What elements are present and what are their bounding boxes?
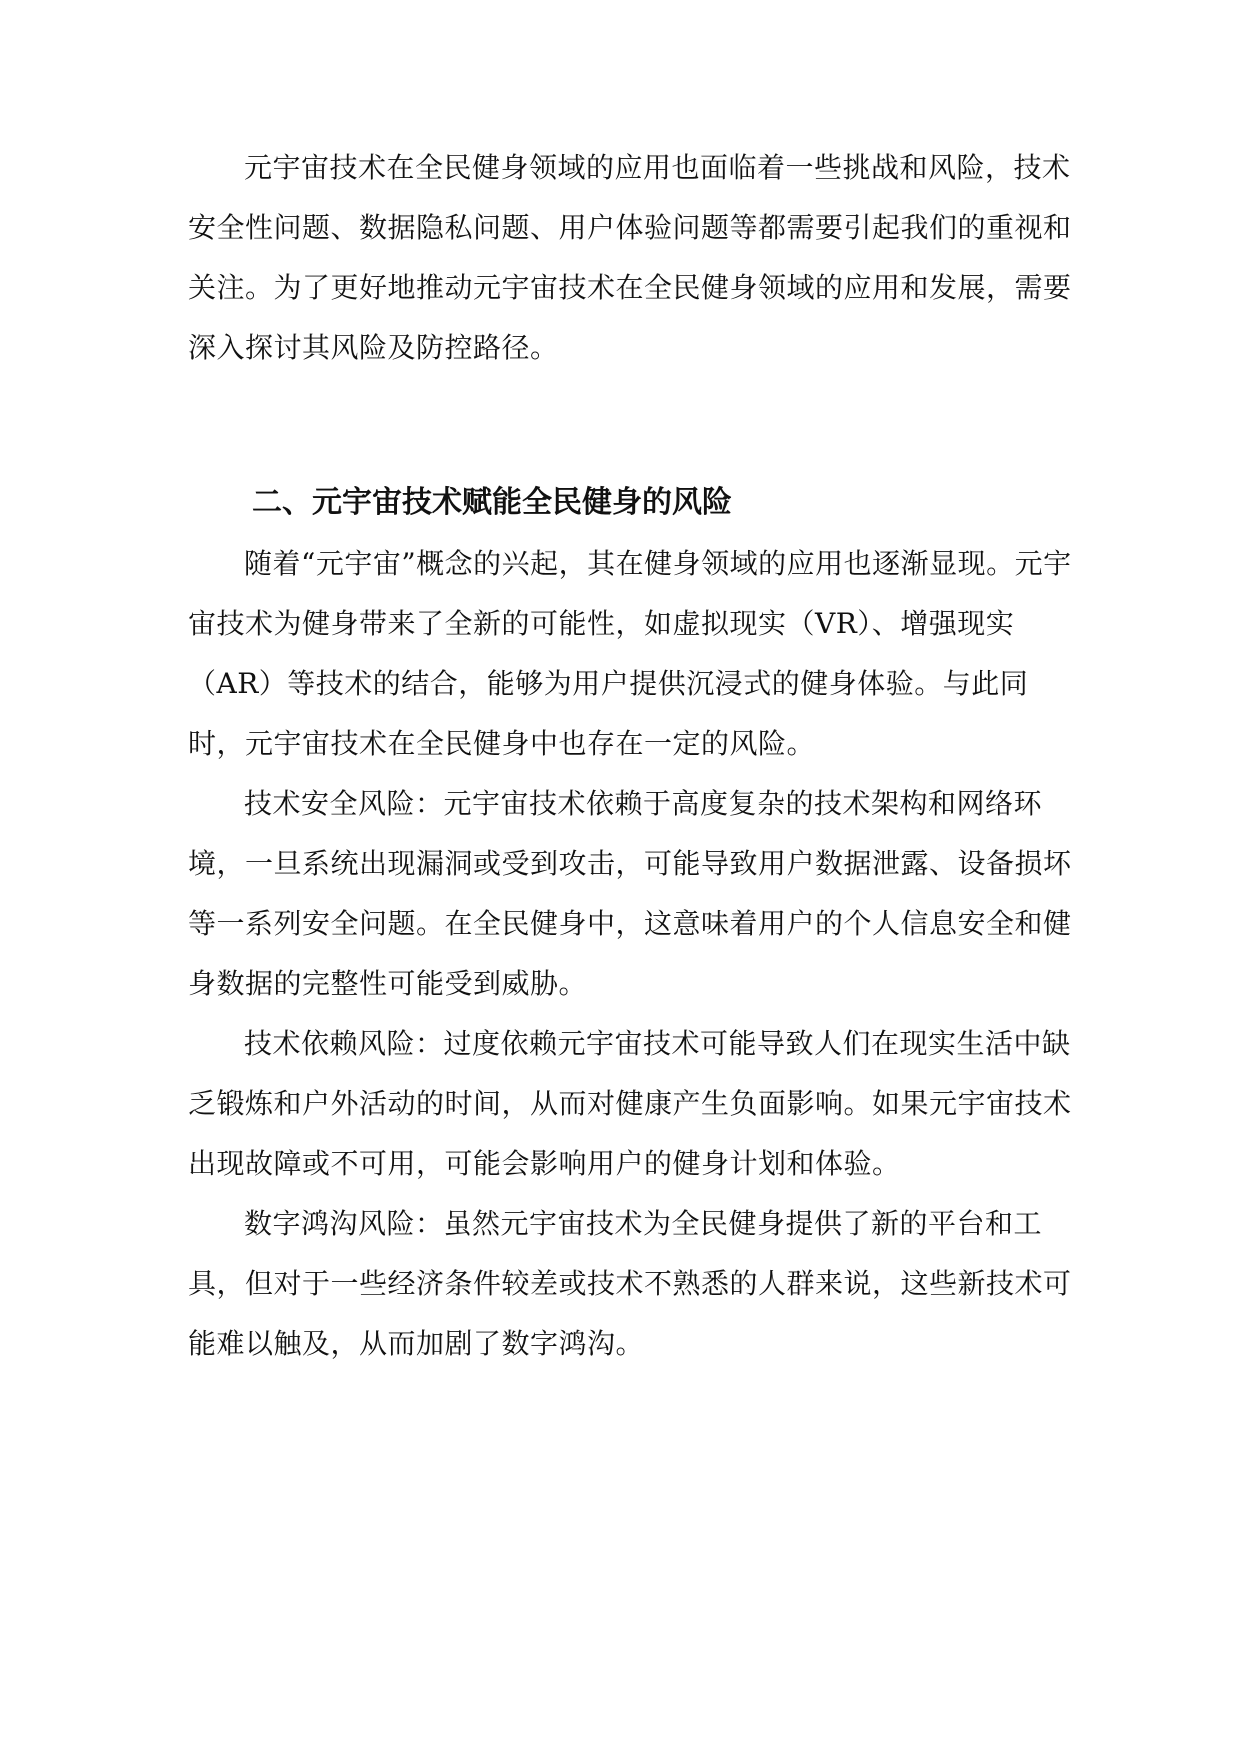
- paragraph-dependency-risk: 技术依赖风险：过度依赖元宇宙技术可能导致人们在现实生活中缺乏锻炼和户外活动的时间，从而对健康产生负面影响。如果元宇宙技术出现故障或不可用，可能会影响用户的健身计划和体验。: [188, 1027, 1072, 1180]
- paragraph-metaverse-rise: 随着“元宇宙”概念的兴起，其在健身领域的应用也逐渐显现。元宇宙技术为健身带来了全新的可能性，如虚拟现实（VR）、增强现实（AR）等技术的结合，能够为用户提供沉浸式的健身体验。与此同时，元宇宙技术在全民健身中也存在一定的风险。: [188, 547, 1072, 760]
- body-section: [188, 534, 1078, 1374]
- paragraph-intro: 元宇宙技术在全民健身领域的应用也面临着一些挑战和风险，技术安全性问题、数据隐私问题、用户体验问题等都需要引起我们的重视和关注。为了更好地推动元宇宙技术在全民健身领域的应用和发展，需要深入探讨其风险及防控路径。: [188, 151, 1072, 364]
- paragraph-security-risk: 技术安全风险：元宇宙技术依赖于高度复杂的技术架构和网络环境，一旦系统出现漏洞或受到攻击，可能导致用户数据泄露、设备损坏等一系列安全问题。在全民健身中，这意味着用户的个人信息安全和健身数据的完整性可能受到威胁。: [188, 787, 1072, 1000]
- intro-section: [188, 138, 1078, 378]
- paragraph-digital-divide-risk: 数字鸿沟风险：虽然元宇宙技术为全民健身提供了新的平台和工具，但对于一些经济条件较差或技术不熟悉的人群来说，这些新技术可能难以触及，从而加剧了数字鸿沟。: [188, 1207, 1072, 1360]
- section-heading: 二、元宇宙技术赋能全民健身的风险: [252, 485, 732, 520]
